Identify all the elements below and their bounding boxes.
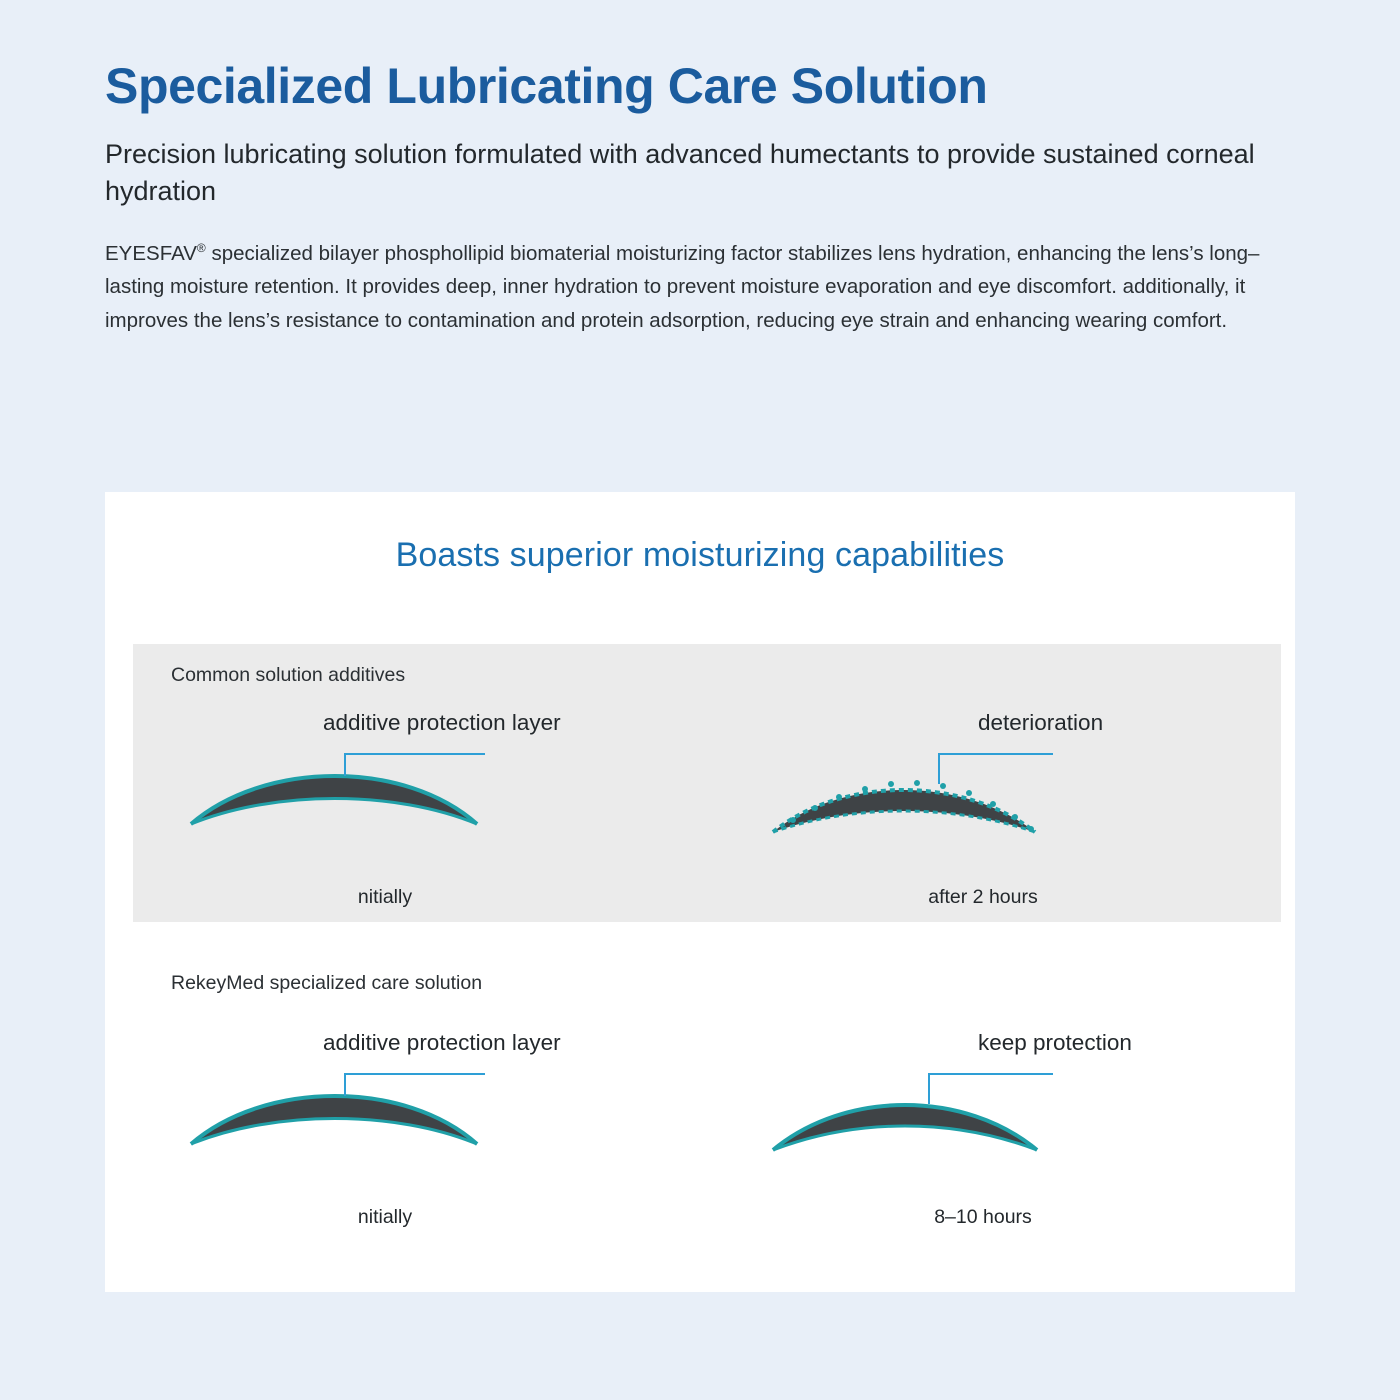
panel-label: RekeyMed specialized care solution: [171, 972, 483, 994]
lens-caption: 8–10 hours: [934, 1206, 1032, 1228]
leader-line-icon: [929, 1074, 1053, 1104]
body-text: specialized bilayer phosphollipid biomaterial moisturizing factor stabilizes lens hydration, enhancing the lens’s long–lasting moisture retention. It provides deep, inner hydration to prevent moisture evaporation and eye discomfort. additionally, it improves the lens’s resistance to contamination and protein adsorption, reducing eye strain and enhancing wearing comfort.: [105, 242, 1260, 332]
lens-smooth-icon: [155, 732, 615, 892]
lens-group-protected: [753, 1030, 1213, 1240]
lens-degraded-icon: [753, 732, 1213, 892]
callout-label: additive protection layer: [323, 710, 561, 735]
lens-caption: after 2 hours: [928, 886, 1038, 908]
leader-line-icon: [345, 754, 485, 776]
lens-caption: nitially: [357, 1206, 413, 1228]
lens-group-degraded: [753, 710, 1213, 920]
diagram-card: [105, 492, 1295, 1292]
card-title: Boasts superior moisturizing capabilities: [395, 536, 1005, 574]
body-brand: EYESFAV: [105, 242, 197, 266]
lens-group-initial: [155, 710, 615, 920]
body-paragraph: [105, 237, 1295, 337]
lens-group-initial: [155, 1030, 615, 1240]
callout-label: keep protection: [978, 1030, 1132, 1055]
page-title: Specialized Lubricating Care Solution: [105, 58, 988, 114]
callout-label: additive protection layer: [323, 1030, 561, 1055]
registered-mark: ®: [196, 241, 206, 256]
panel-common-solution: [133, 644, 1281, 922]
panel-label: Common solution additives: [171, 664, 406, 686]
leader-line-icon: [939, 754, 1053, 784]
lens-caption: nitially: [357, 886, 413, 908]
leader-line-icon: [345, 1074, 485, 1096]
callout-label: deterioration: [978, 710, 1104, 735]
lens-smooth-icon: [155, 1052, 615, 1212]
page-subtitle: Precision lubricating solution formulated with advanced humectants to provide sustained corneal hydration: [105, 138, 1255, 207]
lens-smooth-icon: [753, 1052, 1213, 1212]
panel-rekeymed-solution: [133, 952, 1281, 1252]
